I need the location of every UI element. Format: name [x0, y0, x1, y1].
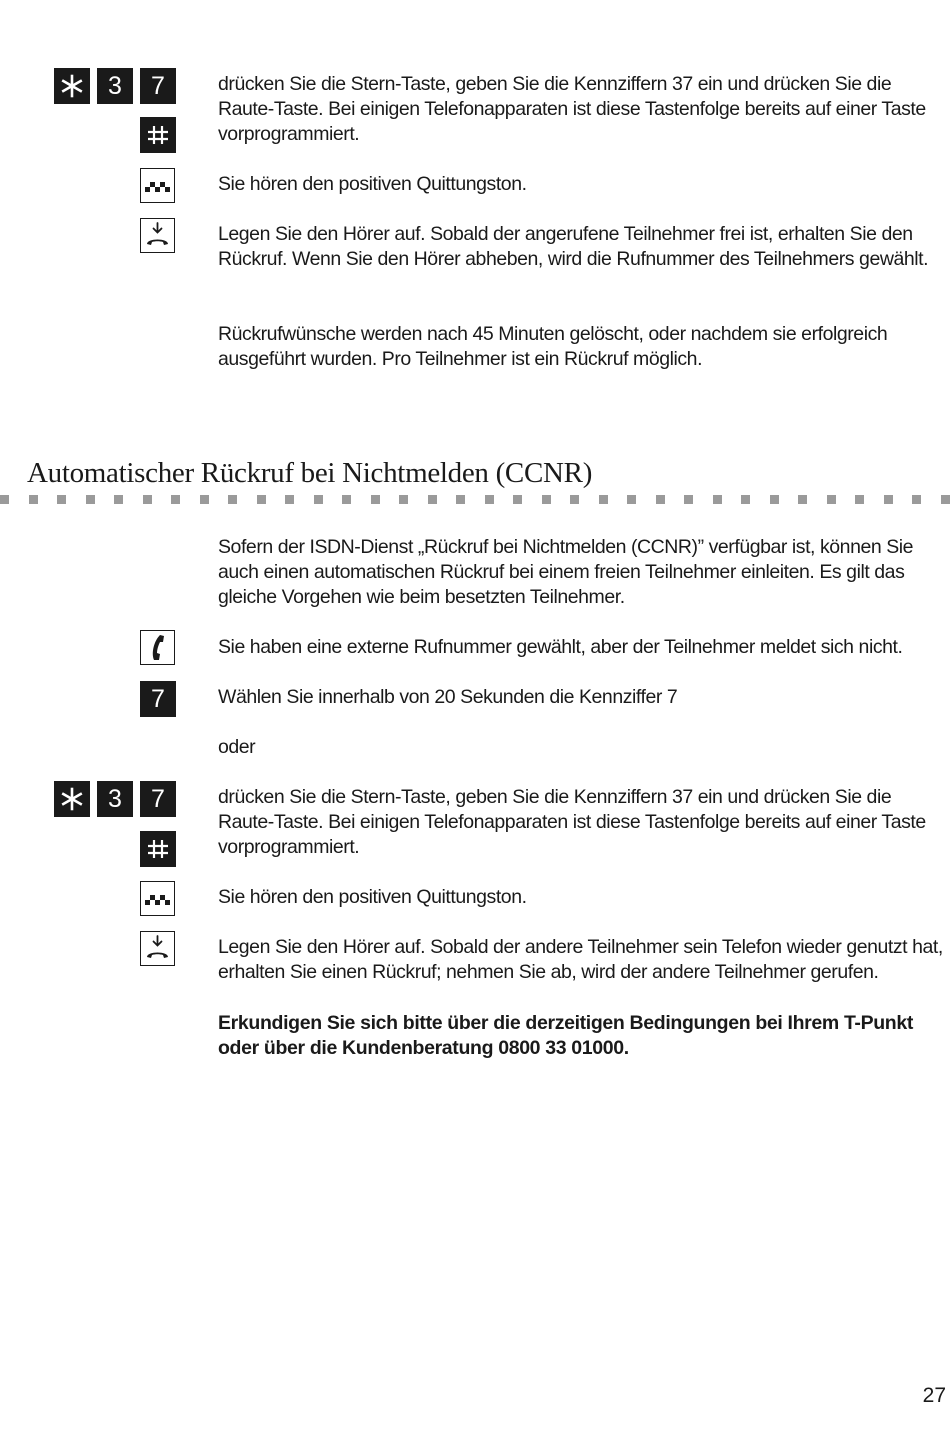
step-star-hash: drücken Sie die Stern-Taste, geben Sie die Kennziffern 37 ein und drücken Sie die Raute-Taste. Bei einigen Telefonapparaten ist diese Tastenfolge bereits auf einer Taste vorprogrammiert.	[218, 73, 926, 145]
star-key-icon	[54, 781, 90, 817]
step-tone: Sie hören den positiven Quittungston.	[218, 173, 527, 195]
hang-up-handset-icon	[140, 931, 175, 966]
note-callback-expiry: Rückrufwünsche werden nach 45 Minuten gelöscht, oder nachdem sie erfolgreich ausgeführt wurden. Pro Teilnehmer ist ein Rückruf möglich.	[218, 323, 888, 370]
key-3: 3	[97, 68, 133, 104]
step-choose: Wählen Sie innerhalb von 20 Sekunden die Kennziffer 7	[218, 686, 678, 708]
key-3: 3	[97, 781, 133, 817]
oder-text: oder	[218, 736, 256, 758]
key-7: 7	[140, 781, 176, 817]
star-key-icon	[54, 68, 90, 104]
key-7-single: 7	[140, 681, 176, 717]
step-tone: Sie hören den positiven Quittungston.	[218, 886, 527, 908]
step-star-hash: drücken Sie die Stern-Taste, geben Sie die Kennziffern 37 ein und drücken Sie die Raute-Taste. Bei einigen Telefonapparaten ist diese Tastenfolge bereits auf einer Taste vorprogrammiert.	[218, 786, 926, 858]
handset-off-hook-icon	[140, 630, 175, 665]
section-heading: Automatischer Rückruf bei Nichtmelden (CCNR)	[27, 457, 593, 489]
intro-paragraph: Sofern der ISDN-Dienst „Rückruf bei Nichtmelden (CCNR)” verfügbar ist, können Sie auch einen automatischen Rückruf bei einem freien Teilnehmer einleiten. Es gilt das gleiche Vorgehen wie beim besetzten Teilnehmer.	[218, 536, 914, 608]
step-hangup: Legen Sie den Hörer auf. Sobald der angerufene Teilnehmer frei ist, erhalten Sie den Rückruf. Wenn Sie den Hörer abheben, wird die Rufnummer des Teilnehmers gewählt.	[218, 223, 929, 270]
hang-up-handset-icon	[140, 218, 175, 253]
dotted-divider	[0, 495, 950, 505]
step-dialed: Sie haben eine externe Rufnummer gewählt, aber der Teilnehmer meldet sich nicht.	[218, 636, 903, 658]
page-number: 27	[922, 1384, 946, 1407]
step-hangup: Legen Sie den Hörer auf. Sobald der andere Teilnehmer sein Telefon wieder genutzt hat, erhalten Sie einen Rückruf; nehmen Sie ab, wird der andere Teilnehmer gerufen.	[218, 936, 943, 983]
confirmation-tone-icon	[140, 881, 175, 916]
confirmation-tone-icon	[140, 168, 175, 203]
hash-key-icon	[140, 117, 176, 153]
hash-key-icon	[140, 831, 176, 867]
info-note: Erkundigen Sie sich bitte über die derzeitigen Bedingungen bei Ihrem T-Punkt oder über die Kundenberatung 0800 33 01000.	[218, 1012, 913, 1059]
key-7: 7	[140, 68, 176, 104]
